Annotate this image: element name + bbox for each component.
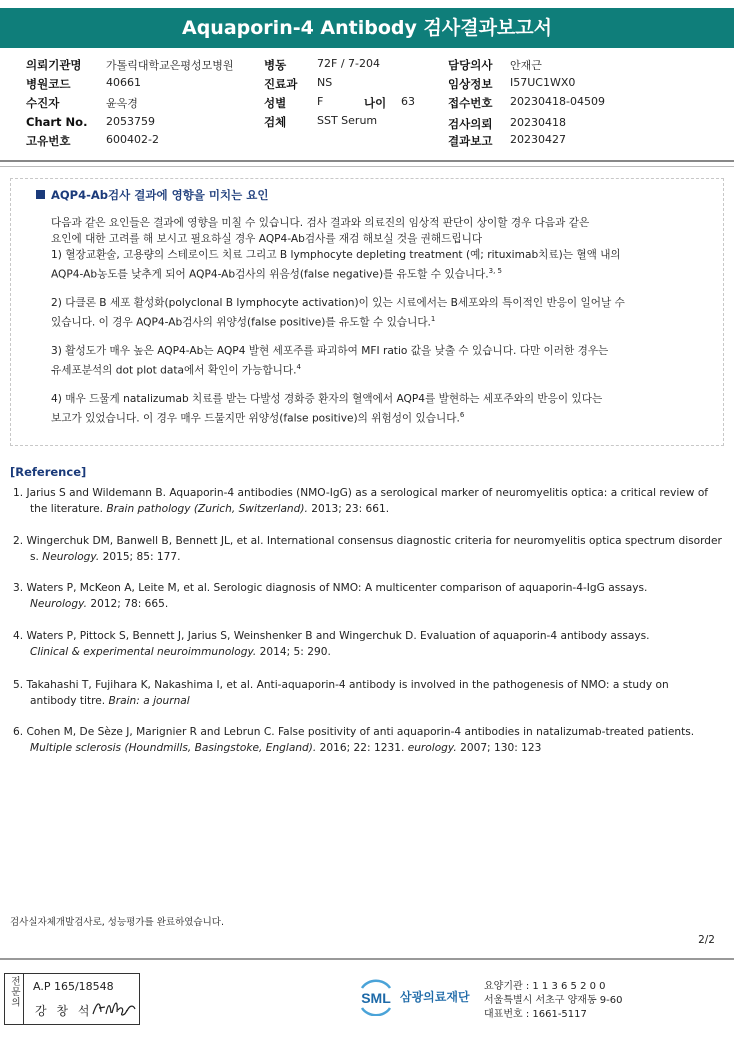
lab-address [484,980,623,1022]
label-doctor: 담당의사 [448,58,493,72]
reference-line: 6. Cohen M, De Sèze J, Marignier R and Lebrun C. False positivity of anti aquaporin-4 antibodies in natalizumab-treated patients. [13,726,695,738]
value-receipt-no: 20230418-04509 [510,95,605,108]
reference-item [13,724,734,756]
label-specimen: 검체 [264,115,287,129]
factor-4-line: 보고가 있었습니다. 이 경우 매우 드물지만 위양성(false positive)의 위험성이 있습니다. [51,412,460,425]
address-line: 대표번호 : 1661-5117 [484,1009,587,1020]
factor-4 [51,392,713,427]
value-request-date: 20230418 [510,116,566,129]
reference-item [13,677,734,709]
factor-2-line: 2) 다클론 B 세포 활성화(polyclonal B lymphocyte activation)이 있는 시료에서는 B세포와의 특이적인 반응이 일어날 수 [51,297,625,309]
label-clinical-info: 임상정보 [448,77,493,91]
citation: 4 [296,362,301,371]
reference-text: s. [30,551,43,563]
handwritten-signature-icon [91,996,137,1018]
value-patient: 윤옥경 [106,97,138,110]
report-title: Aquaporin-4 Antibody 검사결과보고서 [0,8,734,48]
label-requester: 의뢰기관명 [26,58,82,72]
reference-line: 3. Waters P, McKeon A, Leite M, et al. Serologic diagnosis of NMO: A multicenter comparison of aquaporin-4-IgG assays. [13,582,648,594]
value-report-date: 20230427 [510,133,566,146]
factors-intro [51,216,713,247]
factor-1-line: 1) 혈장교환술, 고용량의 스테로이드 치료 그리고 B lymphocyte depleting treatment (예; rituximab치료)는 혈액 내의 [51,249,621,261]
validation-note: 검사실자체개발검사로, 성능평가를 완료하였습니다. [10,917,224,928]
reference-journal: Clinical & experimental neuroimmunology. [30,646,257,658]
signature-stamp [4,973,140,1025]
label-receipt-no: 접수번호 [448,96,493,110]
factors-title-text: AQP4-Ab검사 결과에 영향을 미치는 요인 [51,188,269,202]
factor-1 [51,248,713,283]
reference-journal: Brain: a journal [108,695,190,707]
address-line: 서울특별시 서초구 양재동 9-60 [484,995,623,1006]
square-bullet-icon [36,190,45,199]
header-divider [0,160,734,162]
label-age: 나이 [364,96,387,110]
reference-text: 2007; 130: 123 [456,742,542,754]
reference-item [13,628,734,660]
label-hospital-code: 병원코드 [26,77,71,91]
factors-intro-line: 다음과 같은 요인들은 결과에 영향을 미칠 수 있습니다. 검사 결과와 의료진의 임상적 판단이 상이할 경우 다음과 같은 [51,217,590,229]
reference-item [13,580,734,612]
value-department: NS [317,76,333,89]
value-age: 63 [401,95,415,108]
factor-2-line: 있습니다. 이 경우 AQP4-Ab검사의 위양성(false positive)를 유도할 수 있습니다. [51,316,431,329]
reference-item [13,485,734,517]
value-sex: F [317,95,324,108]
stamp-name: 강 창 석 [35,1004,93,1018]
value-doctor: 안재근 [510,59,542,72]
factor-3 [51,344,713,379]
value-hospital-code: 40661 [106,76,141,89]
factor-3-line: 3) 활성도가 매우 높은 AQP4-Ab는 AQP4 발현 세포주를 파괴하여 MFI ratio 값을 낮출 수 있습니다. 다만 이러한 경우는 [51,345,609,357]
factors-title [36,187,268,203]
citation: 3, 5 [488,266,503,275]
reference-text: 2013; 23: 661. [307,503,390,515]
label-report-date: 결과보고 [448,134,493,148]
factor-4-line: 4) 매우 드물게 natalizumab 치료를 받는 다발성 경화증 환자의 혈액에서 AQP4를 발현하는 세포주와의 반응이 있다는 [51,393,603,405]
factors-intro-line: 요인에 대한 고려를 해 보시고 필요하실 경우 AQP4-Ab검사를 재검 해보실 것을 권해드립니다 [51,232,483,245]
value-specimen: SST Serum [317,114,378,127]
reference-line: 1. Jarius S and Wildemann B. Aquaporin-4 antibodies (NMO-IgG) as a serological marker of neuromyelitis optica: a critical review of [13,487,709,499]
reference-text: the literature. [30,503,107,515]
value-requester: 가톨릭대학교은평성모병원 [106,59,234,72]
stamp-license: A.P 165/18548 [33,980,114,993]
stamp-side-text: 전문의 [9,976,20,1008]
reference-journal: Multiple sclerosis (Houndmills, Basingstoke, England). [30,742,317,754]
reference-journal: eurology. [407,742,457,754]
label-unique-no: 고유번호 [26,134,71,148]
citation: 1 [430,314,436,323]
address-line: 요양기관 : 1 1 3 6 5 2 0 0 [484,981,606,992]
citation: 6 [459,410,465,419]
label-request-date: 검사의뢰 [448,117,493,131]
stamp-side-label [5,974,24,1024]
label-sex: 성별 [264,96,287,110]
reference-text: 2015; 85: 177. [99,551,181,563]
logo-brand: SML [361,990,391,1006]
value-chart-no: 2053759 [106,115,155,128]
page-number: 2/2 [698,934,715,946]
reference-journal: Neurology. [42,551,100,563]
label-ward: 병동 [264,58,287,72]
factor-3-line: 유세포분석의 dot plot data에서 확인이 가능합니다. [51,364,297,377]
patient-info [0,56,734,156]
value-clinical-info: I57UC1WX0 [510,76,576,89]
value-ward: 72F / 7-204 [317,57,380,70]
reference-journal: Neurology. [30,598,87,610]
value-unique-no: 600402-2 [106,133,159,146]
header-divider-thin [0,166,734,167]
factor-1-line: AQP4-Ab농도를 낮추게 되어 AQP4-Ab검사의 위음성(false negative)를 유도할 수 있습니다. [51,268,489,281]
sml-logo-icon [356,978,396,1016]
label-chart-no: Chart No. [26,115,88,129]
reference-text: antibody titre. [30,695,109,707]
reference-text: 2014; 5: 290. [256,646,331,658]
reference-line: 5. Takahashi T, Fujihara K, Nakashima I, et al. Anti-aquaporin-4 antibody is involved in the pathogenesis of NMO: a study on [13,679,669,691]
reference-journal: Brain pathology (Zurich, Switzerland). [106,503,308,515]
reference-text: 2012; 78: 665. [86,598,169,610]
reference-line: 4. Waters P, Pittock S, Bennett J, Jarius S, Weinshenker B and Wingerchuk D. Evaluation of aquaporin-4 antibody assays. [13,630,650,642]
reference-text: 2016; 22: 1231. [316,742,408,754]
reference-line: 2. Wingerchuk DM, Banwell B, Bennett JL, et al. International consensus diagnostic criteria for neuromyelitis optica spectrum disorder [13,535,722,547]
label-department: 진료과 [264,77,298,91]
factor-2 [51,296,713,331]
reference-title: [Reference] [10,465,87,479]
reference-item [13,533,734,565]
foundation-name: 삼광의료재단 [400,990,470,1004]
label-patient: 수진자 [26,96,60,110]
